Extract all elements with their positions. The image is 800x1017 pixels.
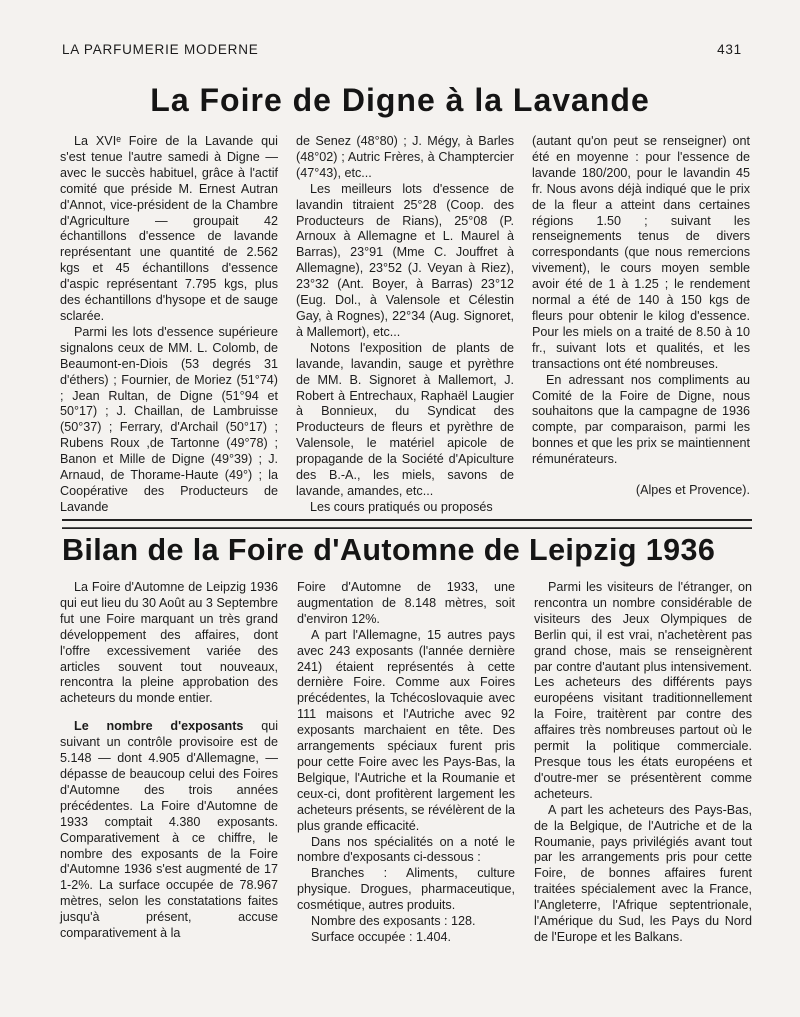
article2-column-3 [534,580,752,1000]
article1-title: La Foire de Digne à la Lavande [150,82,650,118]
running-header [62,42,742,57]
paragraph: Les cours pratiqués ou proposés [310,499,493,514]
paragraph: Branches : Aliments, culture physique. Drogues, pharmaceutique, cosmétique, autres produits. [297,866,515,913]
article2-column-1 [60,580,278,1000]
paragraph: A part les acheteurs des Pays-Bas, de la Belgique, de l'Autriche et de la Roumanie, pays privilégiés avant tout par les arrangements pris pour cette Foire, de bonnes affaires furent traitées spécialement avec la France, l'Angleterre, l'Afrique septentrionale, l'Amérique du Sud, les Pays du Nord de l'Europe et les Balkans. [534,802,752,944]
paragraph: Notons l'exposition de plants de lavande, lavandin, sauge et pyrèthre de MM. B. Signoret à Mallemort, J. Robert à Entrechaux, Raphaël Laugier à Bonnieux, du Syndicat des Producteurs de fleurs et pyrèthre de Valensole, le matériel apicole de propagande de la Société d'Apiculture des B.-A., les miels, savons de lavande, amandes, etc... [296,340,514,498]
journal-name: LA PARFUMERIE MODERNE [62,42,259,57]
paragraph: Foire d'Automne de 1933, une augmentation de 8.148 mètres, soit d'environ 12%. [297,580,515,626]
paragraph: Surface occupée : 1.404. [311,929,452,944]
article2-column-2 [297,580,515,1000]
paragraph-text: qui suivant un contrôle provisoire est de 5.148 — dont 4.905 d'Allemagne, — dépasse de beaucoup celui des Foires d'Automne des trois années précédentes. La Foire d'Automne de 1933 comptait 4.380 exposants. Comparativement à ce chiffre, le nombre des exposants de la Foire d'Automne 1936 s'est augmenté de 17 1-2%. La surface occupée de 78.967 mètres, selon les constatations faites jusqu'à présent, accuse comparativement à la [60,719,279,941]
paragraph: (autant qu'on peut se renseigner) ont été en moyenne : pour l'essence de lavande 180/200, pour le lavandin 45 fr. Nous avons déjà indiqué que le prix de la fleur a atteint dans certaines régions 1.50 ; suivant les renseignements tenus de divers correspondants (que nous remercions vivement), le cours moyen semble avoir été de 1 à 1.25 ; le rendement normal a été de 140 à 150 kgs de fleurs pour obtenir le kilog d'essence. Pour les miels on a traité de 8.50 à 10 fr., suivant lots et qualités, et les transactions ont été nombreuses. [532,134,750,371]
paragraph [60,719,278,942]
article1-column-2 [296,134,514,514]
paragraph: Les meilleurs lots d'essence de lavandin titraient 25°28 (Coop. des Producteurs de Rians), 25°08 (P. Arnoux à Allemagne et L. Maurel à Barras), 23°91 (Mme C. Jouffret à Allemagne), 23°52 (J. Veyan à Riez), 23°32 (Ant. Boyer, à Barras) 23°12 (Eug. Dol., à Valensole et Célestin Gay, à Rognes), 22°34 (Aug. Signoret, à Mallemort), etc... [296,181,514,339]
paragraph: A part l'Allemagne, 15 autres pays avec 243 exposants (l'année dernière 241) étaient représentés à cette dernière Foire. Comme aux Foires précédentes, la Tchécoslovaquie avec 111 maisons et l'Autriche avec 92 exposants marchaient en tête. Des arrangements spéciaux furent pris pour cette Foire avec les Pays-Bas, la Belgique, l'Autriche et la Roumanie et ceux-ci, dont profitèrent largement les acheteurs présents, se révélèrent de la plus grande efficacité. [297,627,515,833]
paragraph: La Foire d'Automne de Leipzig 1936 qui eut lieu du 30 Août au 3 Septembre fut une Foire marquant un très grand développement des affaires, dont l'offre excessivement variée des articles souvent tout nouveaux, rencontra la pleine approbation des acheteurs du monde entier. [60,580,278,706]
paragraph: La XVIᵉ Foire de la Lavande qui s'est tenue l'autre samedi à Digne — avec le succès habituel, grâce à l'actif comité que préside M. Ernest Autran d'Annot, vice-président de la Chambre d'Agriculture — groupait 42 échantillons d'essence de lavande représentant une quantité de 2.562 kgs et 45 échantillons d'essence d'aspic représentant 7.795 kgs, plus des échantillons d'hysope et de sauge sclarée. [60,134,278,323]
article2-title: Bilan de la Foire d'Automne de Leipzig 1936 [62,533,716,567]
paragraph: En adressant nos compliments au Comité de la Foire de Digne, nous souhaitons que la campagne de 1936 compte, par comparaison, parmi les bonnes et que les prix se maintiennent rémunérateurs. [532,372,750,467]
paragraph: de Senez (48°80) ; J. Mégy, à Barles (48°02) ; Autric Frères, à Champtercier (47°43), etc... [296,134,514,180]
lead-in: Le nombre d'exposants [74,719,244,734]
paragraph: Nombre des exposants : 128. [311,914,476,929]
paragraph: Parmi les lots d'essence supérieure signalons ceux de MM. L. Colomb, de Beaumont-en-Diois (53 degrés 31 d'éthers) ; Fournier, de Moriez (51°74) ; Jean Rultan, de Digne (51°94 et 50°17) ; J. Chaillan, de Lambruisse (50°37) ; Ferrary, d'Archail (50°17) ; Rubens Roux ,de Tartonne (49°78) ; Banon et Mille de Digne (49°39) ; J. Arnaud, de Thorame-Haute (49°) ; la Coopérative des Producteurs de Lavande [60,324,278,514]
article1-body [60,134,750,514]
paragraph: Parmi les visiteurs de l'étranger, on rencontra un nombre considérable de visiteurs des Jeux Olympiques de Berlin qui, il est vrai, n'achetèrent pas grand chose, mais se renseignèrent par contre d'autant plus intensivement. Les acheteurs des différents pays européens visitant traditionnellement la Foire, traitèrent par contre des affaires très nombreuses partout où le permit la politique commerciale. Presque tous les états européens et d'outre-mer se présentèrent comme acheteurs. [534,580,752,801]
article1-column-3 [532,134,750,506]
page-number: 431 [717,42,742,57]
section-divider-thin [62,527,752,528]
paragraph: Dans nos spécialités on a noté le nombre d'exposants ci-dessous : [297,834,515,865]
article1-column-1 [60,134,278,514]
article2-body [60,580,752,1000]
source-signature: (Alpes et Provence). [635,483,750,498]
